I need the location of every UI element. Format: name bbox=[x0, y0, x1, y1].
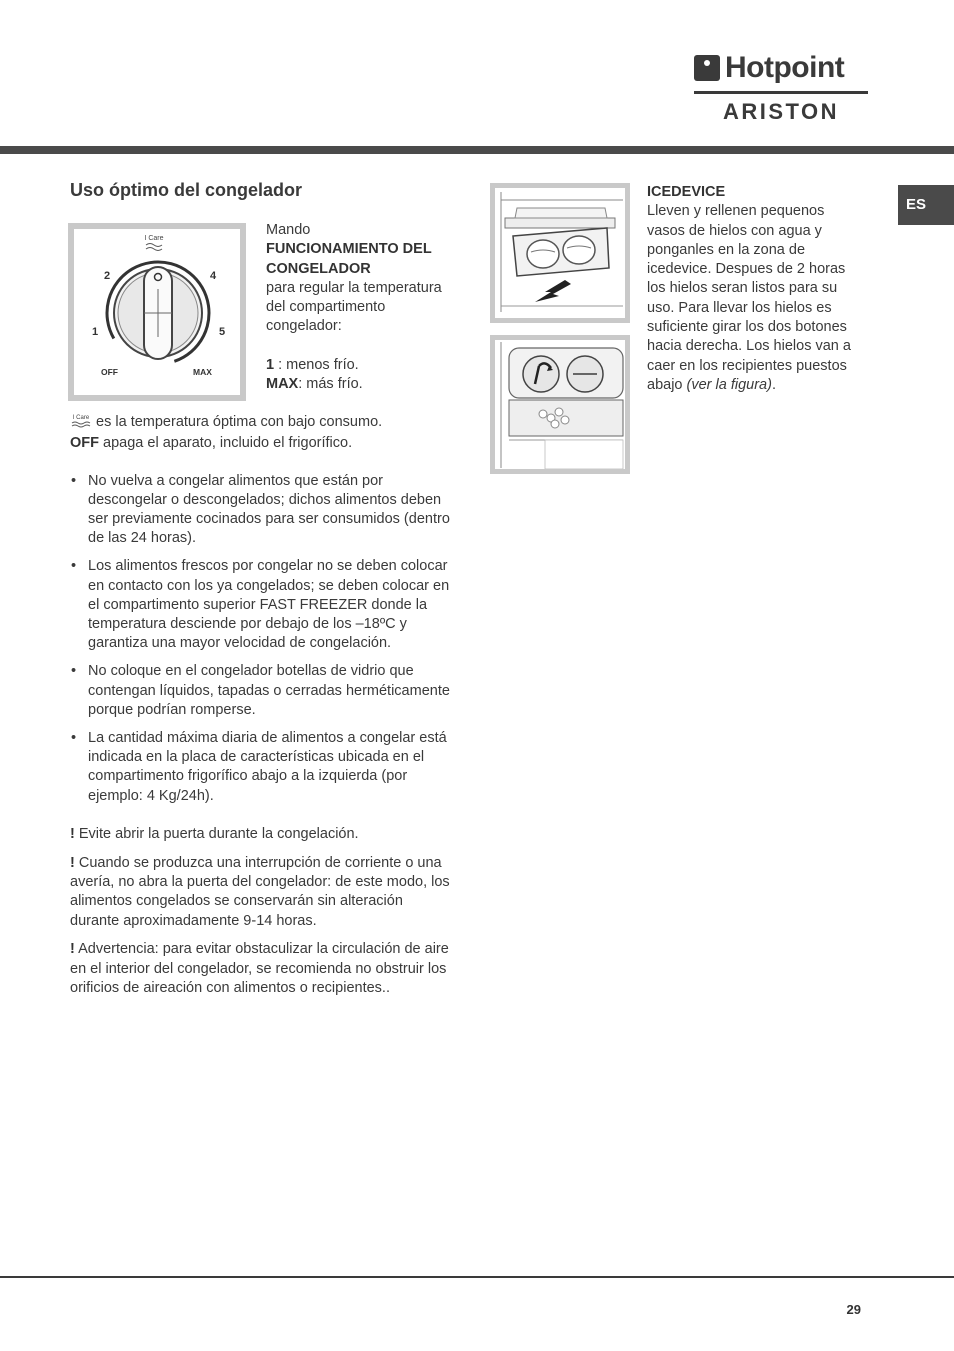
dial-desc-bold: FUNCIONAMIENTO DEL CONGELADOR bbox=[266, 241, 432, 277]
off-key: OFF bbox=[70, 435, 99, 452]
dial-one-text: : menos frío. bbox=[274, 357, 359, 374]
dial-illustration bbox=[68, 223, 246, 401]
svg-text:I Care: I Care bbox=[72, 415, 90, 421]
language-tab: ES bbox=[898, 185, 954, 225]
hotpoint-logo-icon bbox=[694, 55, 720, 81]
icare-text: es la temperatura óptima con bajo consumo. bbox=[96, 414, 383, 430]
icedevice-figure-1 bbox=[490, 183, 630, 323]
icedevice-section bbox=[647, 183, 862, 395]
dial-one-key: 1 bbox=[266, 357, 275, 374]
warnings bbox=[70, 825, 450, 998]
header-bar bbox=[0, 146, 954, 154]
list-item: • Los alimentos frescos por congelar no se deben colocar en contacto con los ya congelados; se deben colocar en el compartimento superior FAST FREEZER donde la temperatura desciende por debajo de los –18ºC y garantiza una mayor velocidad de congelación. bbox=[70, 557, 450, 653]
ice-tray-icon bbox=[495, 188, 625, 318]
dial-max-text: : más frío. bbox=[298, 376, 363, 393]
brand-name: Hotpoint bbox=[725, 51, 845, 84]
dial-max-key: MAX bbox=[266, 376, 299, 393]
dial-max-label: MAX bbox=[193, 367, 212, 377]
dial-number-4: 4 bbox=[210, 270, 217, 282]
dial-off-label: OFF bbox=[101, 367, 118, 377]
section-title: Uso óptimo del congelador bbox=[70, 180, 303, 200]
brand-sub: ARISTON bbox=[722, 99, 840, 124]
dial-desc-rest: para regular la temperatura del compartimento congelador: bbox=[266, 279, 442, 335]
brand-divider bbox=[694, 91, 868, 94]
footer-rule bbox=[0, 1276, 954, 1278]
brand-logo bbox=[694, 52, 868, 124]
icedevice-figure-2 bbox=[490, 335, 630, 474]
warning-item: ! Cuando se produzca una interrupción de corriente o una avería, no abra la puerta del congelador: de este modo, los alimentos congelados se conservarán sin alteración durante aproximadamente 9-14 horas. bbox=[70, 854, 450, 929]
list-item: • No vuelva a congelar alimentos que están por descongelar o descongelados; dichos alimentos deben ser previamente cocinados para ser consumidos (dentro de las 24 horas). bbox=[70, 472, 450, 549]
warning-icon: ! bbox=[70, 854, 75, 871]
warning-item: ! Advertencia: para evitar obstaculizar la circulación de aire en el interior del congelador, se recomienda no obstruir los orificios de aireación con alimentos o recipientes.. bbox=[70, 941, 449, 996]
dial-desc-line1: Mando bbox=[266, 222, 311, 238]
dial-number-2: 2 bbox=[104, 270, 111, 282]
ice-knobs-icon bbox=[495, 340, 625, 469]
icare-line bbox=[70, 413, 450, 432]
list-item: • No coloque en el congelador botellas de vidrio que contengan líquidos, tapadas o cerradas herméticamente porque podrían romperse. bbox=[70, 662, 450, 720]
icedevice-title: ICEDEVICE bbox=[647, 184, 726, 200]
list-item: • La cantidad máxima diaria de alimentos a congelar está indicada en la placa de características ubicada en el compartimento frigorífico abajo a la izquierda (por ejemplo: 4 Kg/24h). bbox=[70, 729, 450, 806]
thermostat-dial-icon bbox=[74, 229, 240, 395]
warning-item: ! Evite abrir la puerta durante la congelación. bbox=[70, 825, 359, 842]
off-text: apaga el aparato, incluido el frigorífico. bbox=[103, 435, 353, 452]
icare-icon bbox=[70, 413, 92, 429]
bullet-list bbox=[70, 472, 450, 806]
dial-number-1: 1 bbox=[92, 326, 99, 338]
dial-description bbox=[266, 221, 456, 395]
warning-icon: ! bbox=[70, 825, 75, 842]
page-number: 29 bbox=[846, 1302, 861, 1317]
dial-icare-label: I Care bbox=[144, 235, 164, 242]
left-column bbox=[70, 413, 450, 1008]
dial-number-5: 5 bbox=[219, 326, 226, 338]
icedevice-text: Lleven y rellenen pequenos vasos de hielos con agua y ponganles en la zona de icedevice. Despues de 2 horas los hielos seran listos para su uso. Para llevar los hielos es suficiente girar los dos botones hacia derecha. Los hielos van a caer en los recipientes puestos abajo (ver la figura). bbox=[647, 203, 851, 393]
warning-icon: ! bbox=[70, 941, 75, 958]
